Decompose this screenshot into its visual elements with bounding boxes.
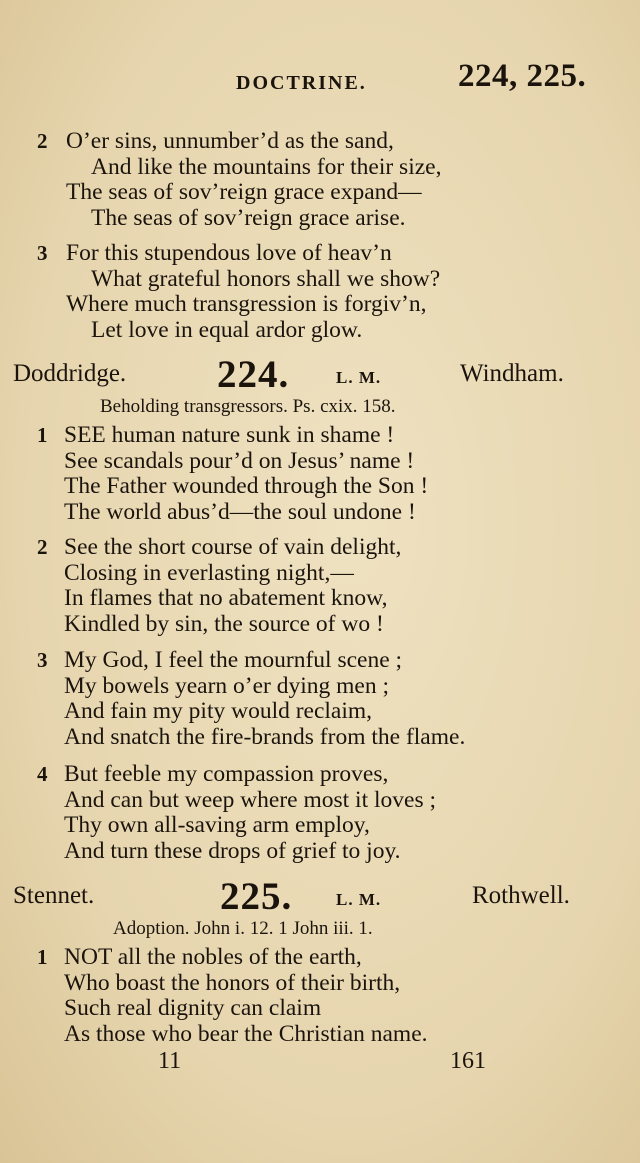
verse-line: Kindled by sin, the source of wo ! [64,610,384,637]
verse-line: See the short course of vain delight, [64,534,402,560]
signature-mark: 11 [158,1048,182,1074]
hymn-subtitle: Beholding transgressors. Ps. cxix. 158. [100,396,396,417]
verse-line: And snatch the fire-brands from the flame. [64,723,466,750]
verse-line: For this stupendous love of heav’n [66,240,392,266]
verse-line: See scandals pour’d on Jesus’ name ! [64,447,415,474]
verse-line: In flames that no abatement know, [64,585,388,611]
verse-line: Who boast the honors of their birth, [64,969,401,996]
verse-line: The world abus’d—the soul undone ! [64,498,416,525]
verse-line: And fain my pity would reclaim, [64,698,373,724]
hymn-subtitle: Adoption. John i. 12. 1 John iii. 1. [113,918,373,939]
hymn-meter: L. M. [336,368,382,387]
verse-line: My God, I feel the mournful scene ; [64,647,403,673]
verse-line: What grateful honors shall we show? [91,265,441,292]
hymn-tune: Rothwell. [472,882,570,909]
hymn-meter: L. M. [336,890,382,909]
verse-line: And turn these drops of grief to joy. [64,837,401,864]
verse-line: The seas of sov’reign grace arise. [91,204,406,231]
verse-line: As those who bear the Christian name. [64,1020,428,1047]
hymn-number: 224. [217,353,290,396]
verse-line: The seas of sov’reign grace expand— [66,179,422,205]
running-head-section: DOCTRINE. [236,72,367,94]
verse-line: The Father wounded through the Son ! [64,473,429,499]
verse-line: Where much transgression is forgiv’n, [66,291,427,317]
hymn-heading [0,352,640,396]
verse-line: NOT all the nobles of the earth, [64,944,362,970]
hymn-number: 225. [220,875,293,918]
verse-line: Such real dignity can claim [64,995,322,1021]
stanza-number: 4 [37,762,48,786]
hymn-heading [0,872,640,918]
hymn-tune: Windham. [460,360,564,387]
verse-line: And like the mountains for their size, [91,153,442,180]
stanza-number: 1 [37,423,48,447]
stanza-number: 1 [37,945,48,969]
verse-line: Thy own all-saving arm employ, [64,812,370,838]
verse-line: SEE human nature sunk in shame ! [64,422,395,448]
running-head-hymn-numbers: 224, 225. [458,58,587,94]
verse-line: And can but weep where most it loves ; [64,786,436,813]
verse-line: Closing in everlasting night,— [64,559,354,586]
stanza-number: 2 [37,129,48,153]
verse-line: My bowels yearn o’er dying men ; [64,672,390,699]
stanza-number: 3 [37,241,48,265]
hymn-author: Stennet. [13,882,95,909]
stanza-number: 3 [37,648,48,672]
verse-line: O’er sins, unnumber’d as the sand, [66,128,394,154]
stanza-number: 2 [37,535,48,559]
page-number: 161 [450,1048,486,1074]
verse-line: But feeble my compassion proves, [64,761,389,787]
verse-line: Let love in equal ardor glow. [91,316,363,343]
hymn-author: Doddridge. [13,360,127,387]
